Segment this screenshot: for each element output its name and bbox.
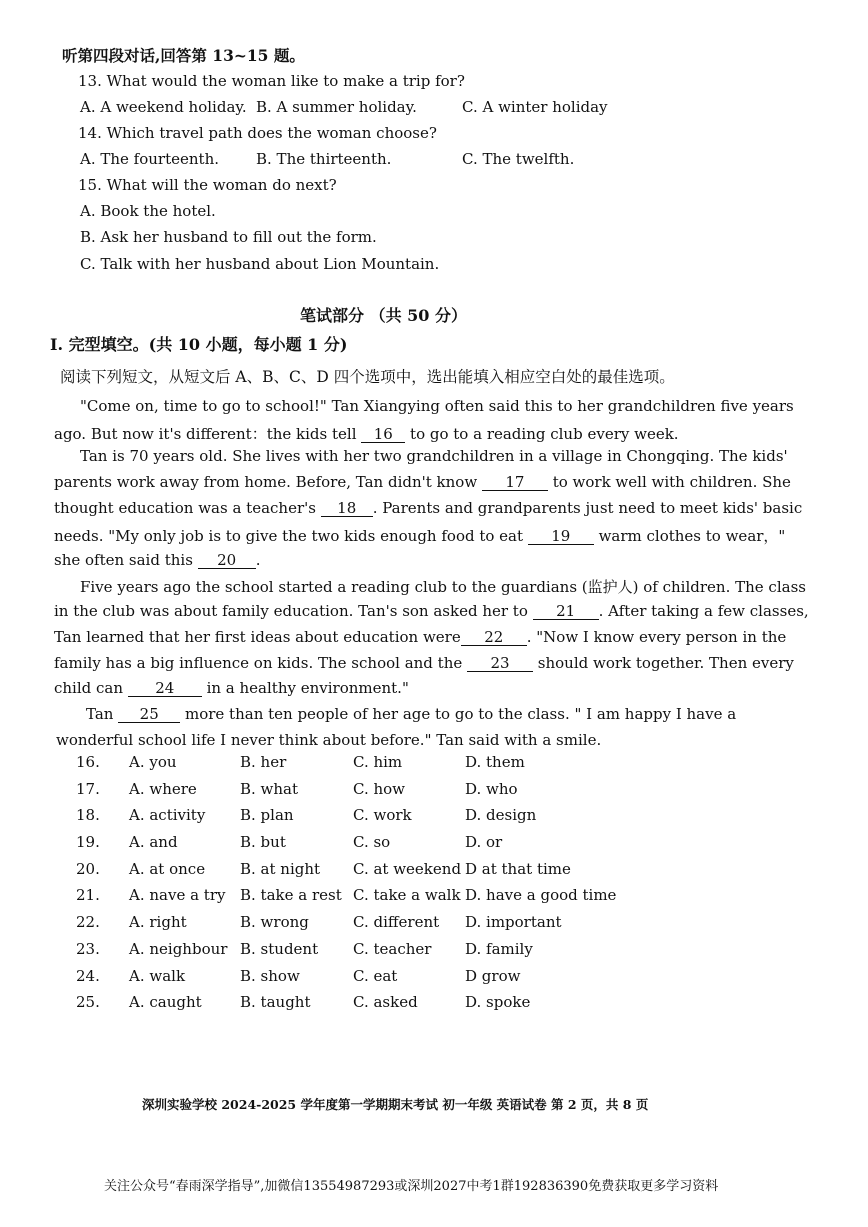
choice-row: 24. A. walk B. show C. eat D grow	[76, 966, 521, 985]
choice-row: 18. A. activity B. plan C. work D. design	[76, 806, 537, 825]
question-15-option-c: C. Talk with her husband about Lion Mountain.	[80, 255, 440, 273]
passage-line: child can 24 in a healthy environment."	[54, 679, 409, 697]
blank-23: 23	[467, 656, 533, 672]
blank-24: 24	[128, 681, 202, 697]
choice-row: 23. A. neighbour B. student C. teacher D. family	[76, 939, 533, 958]
bottom-promo-note: 关注公众号“春雨深学指导”,加微信13554987293或深圳2027中考1群192836390免费获取更多学习资料	[104, 1179, 719, 1194]
passage-line: ago. But now it's different：the kids tell 16 to go to a reading club every week.	[54, 425, 679, 443]
passage-line: Tan learned that her first ideas about education were 22 . "Now I know every person in the	[54, 628, 787, 646]
choice-row: 25. A. caught B. taught C. asked D. spoke	[76, 993, 531, 1012]
blank-20: 20	[198, 553, 256, 569]
blank-18: 18	[321, 501, 373, 517]
passage-line: needs. "My only job is to give the two kids enough food to eat 19 warm clothes to wear，"	[54, 527, 786, 545]
page-footer: 深圳实验学校 2024-2025 学年度第一学期期末考试 初一年级 英语试卷 第 2 页，共 8 页	[142, 1097, 649, 1112]
blank-19: 19	[528, 529, 594, 545]
choice-row: 21. A. nave a try B. take a rest C. take a walk D. have a good time	[76, 886, 617, 905]
cloze-choices	[74, 753, 634, 1020]
question-13-option-c: C. A winter holiday	[462, 98, 608, 116]
blank-22: 22	[461, 630, 527, 646]
passage-line: Five years ago the school started a reading club to the guardians (监护人) of children. The class	[80, 578, 806, 596]
passage-line: family has a big influence on kids. The school and the 23 should work together. Then every	[54, 654, 794, 672]
question-14-option-c: C. The twelfth.	[462, 150, 575, 168]
passage-line: in the club was about family education. Tan's son asked her to 21 . After taking a few classes,	[54, 602, 809, 620]
blank-21: 21	[533, 604, 599, 620]
choice-row: 16. A. you B. her C. him D. them	[76, 753, 525, 771]
blank-17: 17	[482, 475, 548, 491]
question-13-stem: 13. What would the woman like to make a trip for?	[78, 72, 465, 90]
passage-line: she often said this 20 .	[54, 551, 261, 569]
question-15-option-a: A. Book the hotel.	[80, 202, 216, 220]
cloze-instruction: 阅读下列短文，从短文后 A、B、C、D 四个选项中，选出能填入相应空白处的最佳选项。	[60, 368, 675, 386]
choice-row: 19. A. and B. but C. so D. or	[76, 833, 503, 852]
passage-line: wonderful school life I never think about before." Tan said with a smile.	[56, 731, 602, 749]
question-13-option-b: B. A summer holiday.	[256, 98, 417, 116]
blank-25: 25	[118, 707, 180, 723]
written-section-title: 笔试部分 （共 50 分）	[300, 306, 467, 325]
cloze-section-heading: I. 完型填空。(共 10 小题，每小题 1 分)	[50, 335, 348, 354]
passage-line: Tan 25 more than ten people of her age to go to the class. " I am happy I have a	[86, 705, 737, 723]
passage-line: thought education was a teacher's 18 . Parents and grandparents just need to meet kids' basic	[54, 499, 803, 517]
choice-row: 17. A. where B. what C. how D. who	[76, 779, 518, 798]
choice-row: 22. A. right B. wrong C. different D. important	[76, 913, 562, 932]
passage-line: Tan is 70 years old. She lives with her two grandchildren in a village in Chongqing. The kids'	[80, 447, 788, 465]
listening-heading: 听第四段对话,回答第 13~15 题。	[62, 46, 305, 65]
blank-16: 16	[361, 427, 405, 443]
choice-row: 20. A. at once B. at night C. at weekend D at that time	[76, 859, 571, 878]
question-13-option-a: A. A weekend holiday.	[80, 98, 247, 116]
question-15-option-b: B. Ask her husband to fill out the form.	[80, 228, 377, 246]
question-15-stem: 15. What will the woman do next?	[78, 176, 337, 194]
passage-line: "Come on, time to go to school!" Tan Xiangying often said this to her grandchildren five years	[80, 397, 794, 415]
question-14-stem: 14. Which travel path does the woman choose?	[78, 124, 437, 142]
question-14-option-b: B. The thirteenth.	[256, 150, 392, 168]
passage-line: parents work away from home. Before, Tan didn't know 17 to work well with children. She	[54, 473, 791, 491]
question-14-option-a: A. The fourteenth.	[80, 150, 219, 168]
